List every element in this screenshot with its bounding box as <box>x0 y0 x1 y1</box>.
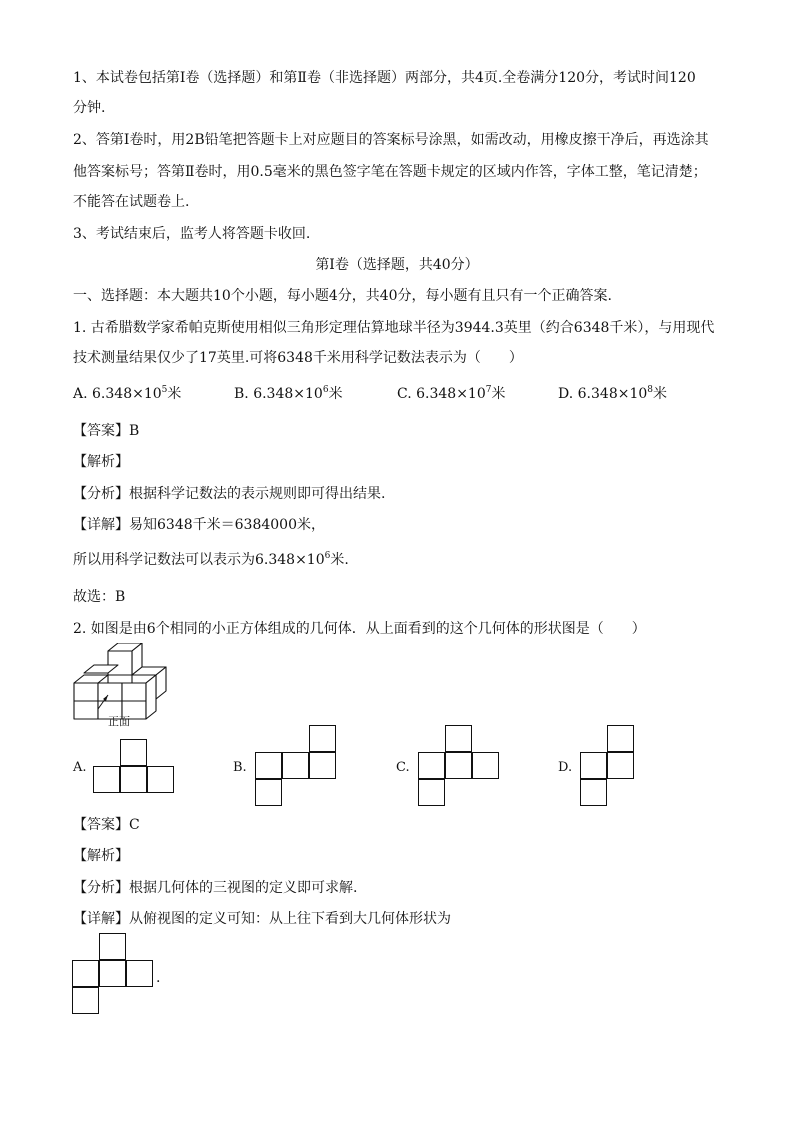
xiangjie-text: 从俯视图的定义可知：从上往下看到大几何体形状为 <box>129 911 451 927</box>
q2-analysis-tag: 【解析】 <box>73 848 129 864</box>
q1-answer <box>73 421 139 441</box>
square-cell <box>309 725 336 752</box>
answer-value: B <box>129 423 140 439</box>
section-title: 第Ⅰ卷（选择题，共40分） <box>315 257 479 273</box>
answer-figure-period: . <box>156 970 161 986</box>
option-exponent: 7 <box>485 385 492 395</box>
option-unit: 米 <box>653 386 667 402</box>
square-cell <box>309 752 336 779</box>
option-exponent: 5 <box>161 385 168 395</box>
q2-fenxi <box>73 878 357 898</box>
q1-option-c[interactable] <box>397 384 505 404</box>
answer-tag: 【答案】 <box>73 817 129 833</box>
note-line-2: 分钟. <box>73 100 106 116</box>
fenxi-tag: 【分析】 <box>73 880 129 896</box>
square-cell <box>126 960 153 987</box>
square-cell <box>120 739 147 766</box>
conclusion-unit: 米. <box>330 552 349 568</box>
square-cell <box>418 752 445 779</box>
square-cell <box>607 725 634 752</box>
option-unit: 米 <box>491 386 506 402</box>
q2-stem: 2. 如图是由6个相同的小正方体组成的几何体．从上面看到的这个几何体的形状图是（ ） <box>73 621 646 637</box>
xiangjie-text: 易知6348千米＝6384000米， <box>129 517 325 533</box>
q2-answer-figure <box>72 933 155 1016</box>
square-cell <box>120 766 147 793</box>
option-label: C. <box>397 386 412 402</box>
q2-option-a-figure[interactable] <box>93 739 176 794</box>
q2-option-c-label[interactable]: C. <box>396 760 410 775</box>
q2-option-d-figure[interactable] <box>580 725 636 808</box>
option-label: B. <box>234 386 249 402</box>
square-cell <box>72 987 99 1014</box>
option-unit: 米 <box>328 386 343 402</box>
note-line-6: 3、考试结束后，监考人将答题卡收回. <box>73 226 311 242</box>
option-base: 6.348×10 <box>577 386 648 402</box>
square-cell <box>93 766 120 793</box>
q1-stem-line1: 1. 古希腊数学家希帕克斯使用相似三角形定理估算地球半径为3944.3英里（约合6348千米），与用现代 <box>73 320 715 336</box>
fenxi-text: 根据科学记数法的表示规则即可得出结果. <box>129 486 386 502</box>
conclusion-exponent: 6 <box>324 551 331 561</box>
square-cell <box>99 933 126 960</box>
square-cell <box>72 960 99 987</box>
q2-option-b-figure[interactable] <box>255 725 338 808</box>
option-base: 6.348×10 <box>416 386 486 402</box>
option-label: D. <box>558 386 574 402</box>
xiangjie-tag: 【详解】 <box>73 911 129 927</box>
section-intro: 一、选择题：本大题共10个小题，每小题4分，共40分，每小题有且只有一个正确答案. <box>73 288 612 304</box>
option-exponent: 8 <box>647 385 653 395</box>
q1-option-b[interactable] <box>234 384 343 404</box>
note-line-3: 2、答第Ⅰ卷时，用2B铅笔把答题卡上对应题目的答案标号涂黑，如需改动，用橡皮擦干净后，再选涂其 <box>73 132 709 148</box>
q2-xiangjie <box>73 909 451 929</box>
answer-value: C <box>129 817 140 833</box>
square-cell <box>418 779 445 806</box>
option-unit: 米 <box>167 386 182 402</box>
fenxi-tag: 【分析】 <box>73 486 129 502</box>
square-cell <box>580 779 607 806</box>
square-cell <box>445 752 472 779</box>
option-base: 6.348×10 <box>92 386 162 402</box>
square-cell <box>607 752 634 779</box>
fenxi-text: 根据几何体的三视图的定义即可求解. <box>129 880 358 896</box>
square-cell <box>255 779 282 806</box>
note-line-4: 他答案标号；答第Ⅱ卷时，用0.5毫米的黑色签字笔在答题卡规定的区域内作答，字体工整，笔记清楚； <box>73 164 707 180</box>
xiangjie-tag: 【详解】 <box>73 517 129 533</box>
option-label: A. <box>73 386 88 402</box>
option-base: 6.348×10 <box>253 386 323 402</box>
q1-fenxi <box>73 484 385 504</box>
square-cell <box>255 752 282 779</box>
q1-xiangjie <box>73 515 325 535</box>
option-exponent: 6 <box>322 385 329 395</box>
front-label: 正面 <box>108 715 130 728</box>
conclusion-text: 所以用科学记数法可以表示为6.348×10 <box>73 552 325 568</box>
q1-option-d[interactable] <box>558 384 667 404</box>
square-cell <box>580 752 607 779</box>
square-cell <box>282 752 309 779</box>
q2-option-b-label[interactable]: B. <box>233 760 247 775</box>
q1-options <box>73 384 723 406</box>
square-cell <box>472 752 499 779</box>
note-line-5: 不能答在试题卷上. <box>73 194 190 210</box>
q2-answer <box>73 815 140 835</box>
q2-option-c-figure[interactable] <box>418 725 501 808</box>
q2-option-a-label[interactable]: A. <box>73 760 87 775</box>
note-line-1: 1、本试卷包括第Ⅰ卷（选择题）和第Ⅱ卷（非选择题）两部分，共4页.全卷满分120分，考试时间120 <box>73 70 696 86</box>
q1-conclusion <box>73 550 349 570</box>
q1-analysis-tag: 【解析】 <box>73 454 129 470</box>
q1-final: 故选：B <box>73 589 126 605</box>
q1-option-a[interactable] <box>73 384 181 404</box>
square-cell <box>445 725 472 752</box>
q1-stem-line2: 技术测量结果仅少了17英里.可将6348千米用科学记数法表示为（ ） <box>73 350 523 366</box>
q2-option-d-label[interactable]: D. <box>558 760 573 775</box>
square-cell <box>99 960 126 987</box>
answer-tag: 【答案】 <box>73 423 129 439</box>
square-cell <box>147 766 174 793</box>
